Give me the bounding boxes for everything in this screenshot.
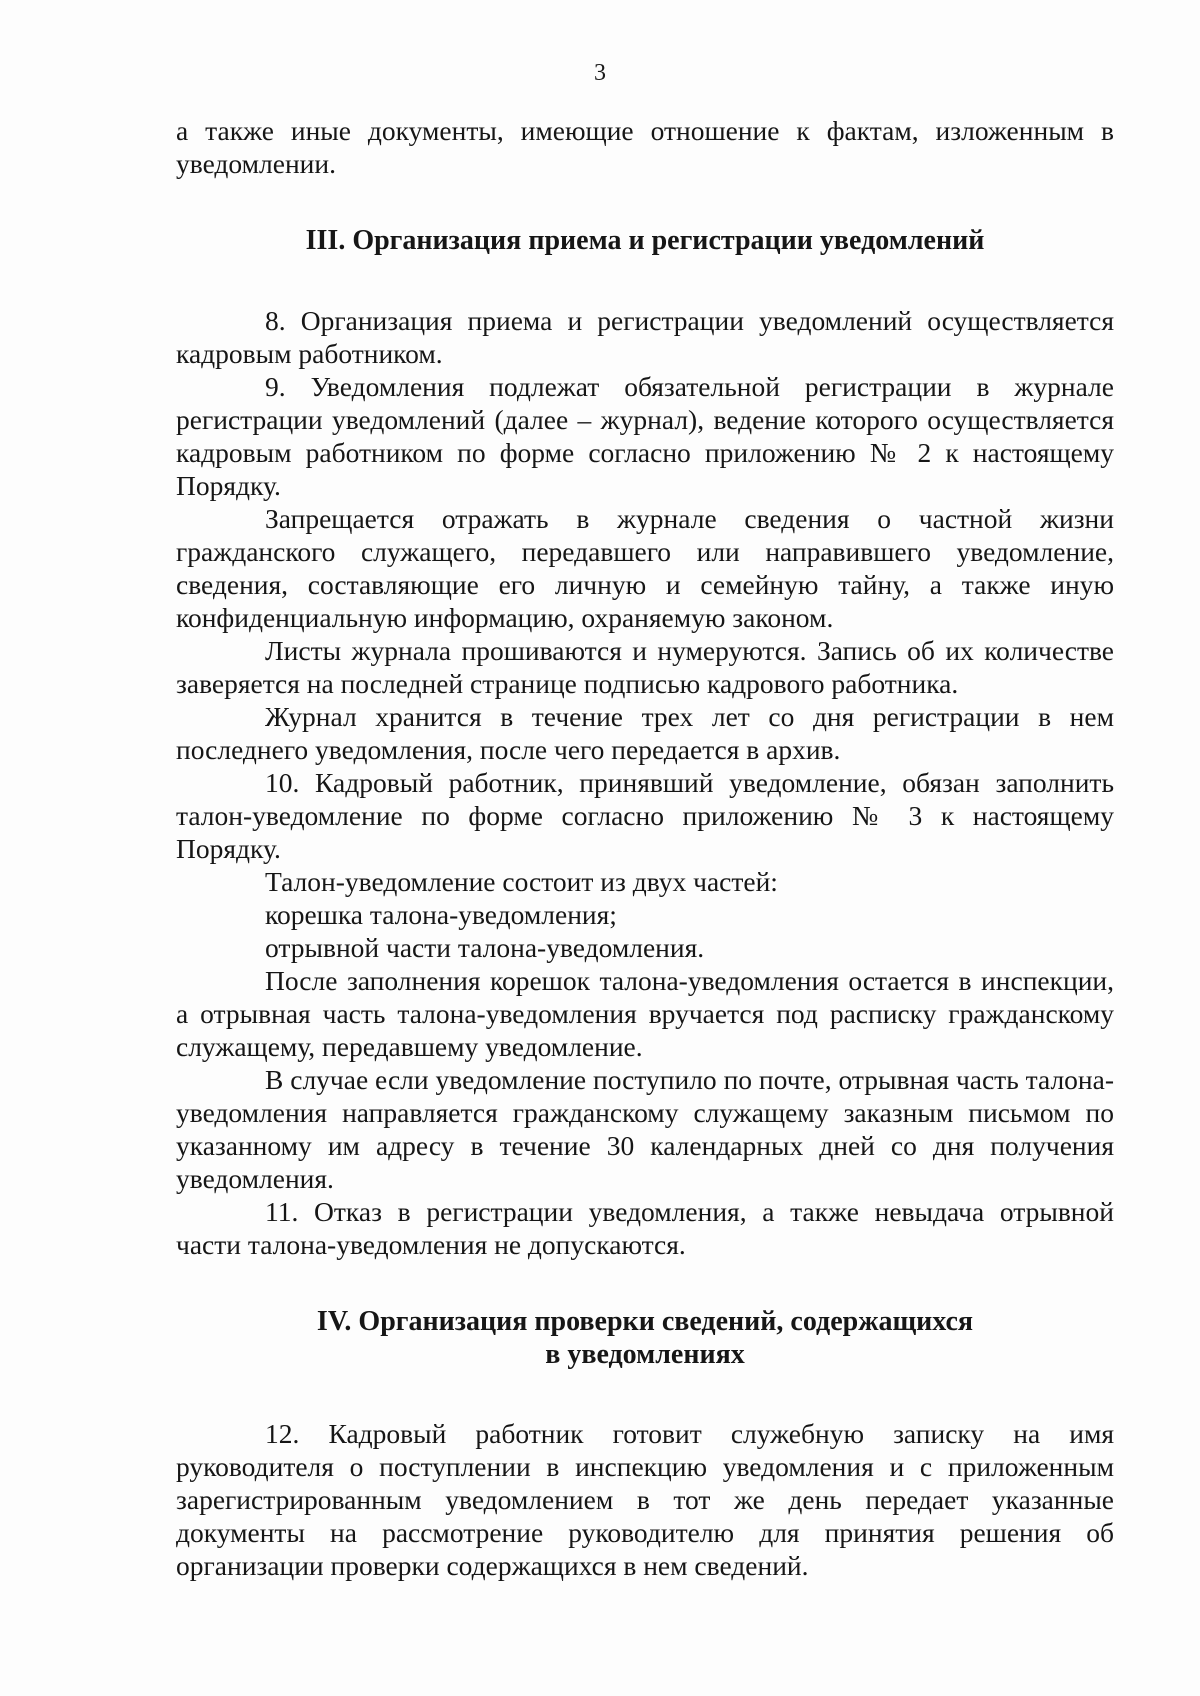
- document-body: [176, 114, 1114, 1582]
- section-4-heading-line-1: IV. Организация проверки сведений, содержащихся: [316, 1306, 974, 1337]
- paragraph-10: 10. Кадровый работник, принявший уведомление, обязан заполнить талон-уведомление по форме согласно приложению № 3 к настоящему Порядку.: [176, 767, 1114, 864]
- paragraph-journal-prohibition: Запрещается отражать в журнале сведения о частной жизни гражданского служащего, передавшего или направившего уведомление, сведения, составляющие его личную и семейную тайну, а также иную конфиденциальную информацию, охраняемую законом.: [176, 503, 1114, 633]
- section-4-heading-line-2: в уведомлениях: [545, 1339, 745, 1370]
- list-item-tear-off: отрывной части талона-уведомления.: [265, 932, 705, 963]
- paragraph-8: 8. Организация приема и регистрации уведомлений осуществляется кадровым работником.: [176, 305, 1114, 369]
- paragraph-postal-delivery: В случае если уведомление поступило по почте, отрывная часть талона-уведомления направляется гражданскому служащему заказным письмом по указанному им адресу в течение 30 календарных дней со дня получения уведомления.: [176, 1064, 1114, 1194]
- section-3-heading: III. Организация приема и регистрации уведомлений: [305, 225, 985, 256]
- paragraph-9: 9. Уведомления подлежат обязательной регистрации в журнале регистрации уведомлений (далее – журнал), ведение которого осуществляется кадровым работником по форме согласно приложению № 2 к настоящему Порядку.: [176, 371, 1114, 501]
- paragraph-talon-parts: Талон-уведомление состоит из двух частей:: [265, 866, 778, 897]
- paragraph-11: 11. Отказ в регистрации уведомления, а также невыдача отрывной части талона-уведомления не допускаются.: [176, 1196, 1114, 1260]
- paragraph-12: 12. Кадровый работник готовит служебную записку на имя руководителя о поступлении в инспекцию уведомления и с приложенным зарегистрированным уведомлением в тот же день передает указанные документы на рассмотрение руководителю для принятия решения об организации проверки содержащихся в нем сведений.: [176, 1418, 1114, 1581]
- list-item-stub: корешка талона-уведомления;: [265, 899, 617, 930]
- paragraph-journal-sheets: Листы журнала прошиваются и нумеруются. Запись об их количестве заверяется на последней странице подписью кадрового работника.: [176, 635, 1114, 699]
- section-4-heading: [176, 1305, 1114, 1371]
- page-number: 3: [594, 60, 606, 86]
- paragraph-journal-storage: Журнал хранится в течение трех лет со дня регистрации в нем последнего уведомления, после чего передается в архив.: [176, 701, 1114, 765]
- paragraph-talon-handover: После заполнения корешок талона-уведомления остается в инспекции, а отрывная часть талона-уведомления вручается под расписку гражданскому служащему, передавшему уведомление.: [176, 965, 1114, 1062]
- intro-paragraph: а также иные документы, имеющие отношение к фактам, изложенным в уведомлении.: [176, 115, 1114, 179]
